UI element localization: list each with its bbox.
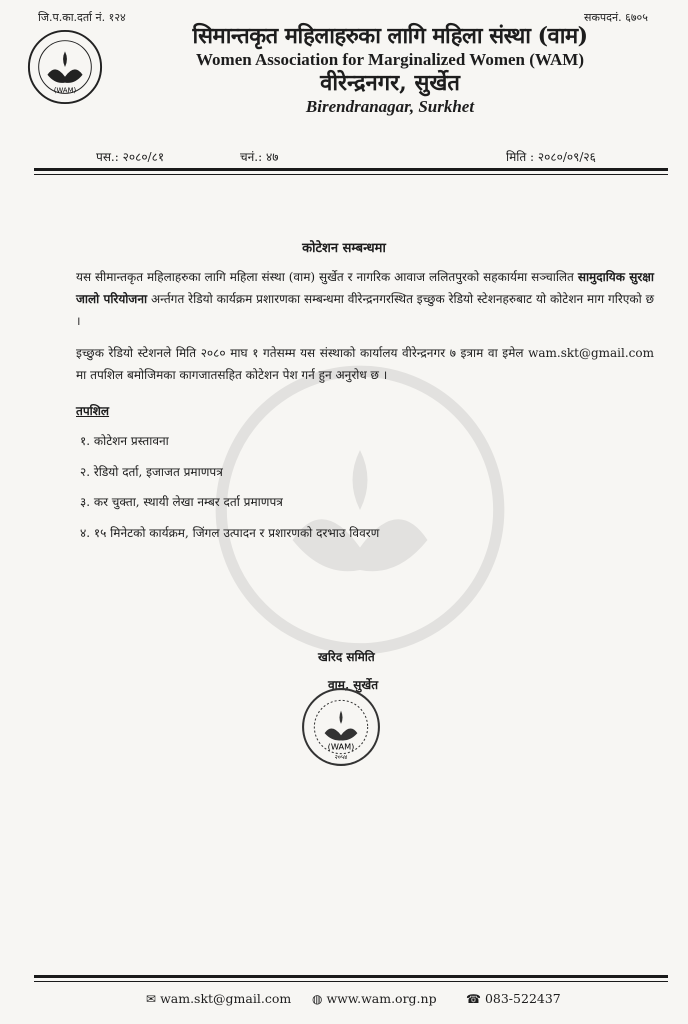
watermark-logo bbox=[210, 360, 510, 660]
subject-heading: कोटेशन सम्बन्धमा bbox=[302, 241, 386, 256]
wam-logo bbox=[26, 28, 104, 106]
paragraph-1-text-a: यस सीमान्तकृत महिलाहरुका लागि महिला संस्था (वाम) सुर्खेत र नागरिक आवाज ललितपुरको सहकार्यमा सञ्चालित bbox=[76, 270, 578, 284]
telephone-icon: ☎ bbox=[466, 991, 481, 1006]
footer-rule-thick bbox=[34, 975, 668, 978]
registration-number: जि.प.का.दर्ता नं. १२४ bbox=[38, 11, 126, 24]
footer-email-text: wam.skt@gmail.com bbox=[160, 991, 292, 1006]
footer-email bbox=[146, 991, 291, 1006]
paragraph-2: इच्छुक रेडियो स्टेशनले मिति २०८० माघ १ गतेसम्म यस संस्थाको कार्यालय वीरेन्द्रनगर ७ इत्राम वा इमेल wam.skt@gmail.com मा तपशिल बमोजिमका कागजातसहित कोटेशन पेश गर्न हुन अनुरोध छ । bbox=[76, 346, 654, 382]
paragraph-1 bbox=[76, 266, 654, 332]
location-english: Birendranagar, Surkhet bbox=[305, 97, 475, 116]
org-name-nepali: सिमान्तकृत महिलाहरुका लागि महिला संस्था (वाम) bbox=[192, 23, 588, 49]
stamp-year: २०५४ bbox=[334, 753, 348, 761]
footer-website-text: www.wam.org.np bbox=[326, 991, 437, 1006]
project-name: सामुदायिक सुरक्षा जालो परियोजना bbox=[76, 270, 654, 306]
globe-icon: ◍ bbox=[312, 991, 323, 1006]
footer-website bbox=[312, 991, 437, 1006]
list-heading: तपशिल bbox=[76, 404, 110, 418]
envelope-icon: ✉ bbox=[146, 991, 157, 1006]
dispatch-number: चनं.: ४७ bbox=[240, 150, 279, 164]
letter-date: मिति : २०८०/०९/२६ bbox=[506, 150, 596, 164]
list-item: २. रेडियो दर्ता, इजाजत प्रमाणपत्र bbox=[80, 465, 223, 479]
location-nepali: वीरेन्द्रनगर, सुर्खेत bbox=[320, 70, 460, 96]
logo-text: (WAM) bbox=[53, 86, 77, 95]
letterhead bbox=[110, 22, 670, 118]
letter-number: पस.: २०८०/८१ bbox=[96, 150, 165, 164]
org-name-english: Women Association for Marginalized Women (WAM) bbox=[196, 50, 584, 69]
signature-org: वाम, सुर्खेत bbox=[328, 678, 379, 692]
stamp-text: (WAM) bbox=[327, 741, 355, 752]
list-item: ३. कर चुक्ता, स्थायी लेखा नम्बर दर्ता प्रमाणपत्र bbox=[80, 495, 283, 509]
footer-phone bbox=[466, 991, 561, 1006]
pan-number: सकपदनं. ६७०५ bbox=[584, 11, 648, 24]
footer-phone-text: 083-522437 bbox=[484, 991, 561, 1006]
paragraph-1-text-b: अर्न्तगत रेडियो कार्यक्रम प्रशारणका सम्बन्धमा वीरेन्द्रनगरस्थित इच्छुक रेडियो स्टेशनहरुबाट यो कोटेशन माग गरिएको छ । bbox=[76, 292, 654, 328]
footer-rule-thin bbox=[34, 981, 668, 982]
header-rule-thick bbox=[34, 168, 668, 171]
list-item: ४. १५ मिनेटको कार्यक्रम, जिंगल उत्पादन र प्रशारणको दरभाउ विवरण bbox=[80, 526, 380, 540]
official-stamp bbox=[300, 686, 382, 768]
header-rule-thin bbox=[34, 174, 668, 175]
list-item: १. कोटेशन प्रस्तावना bbox=[80, 434, 169, 448]
signature-committee: खरिद समिति bbox=[318, 650, 375, 664]
